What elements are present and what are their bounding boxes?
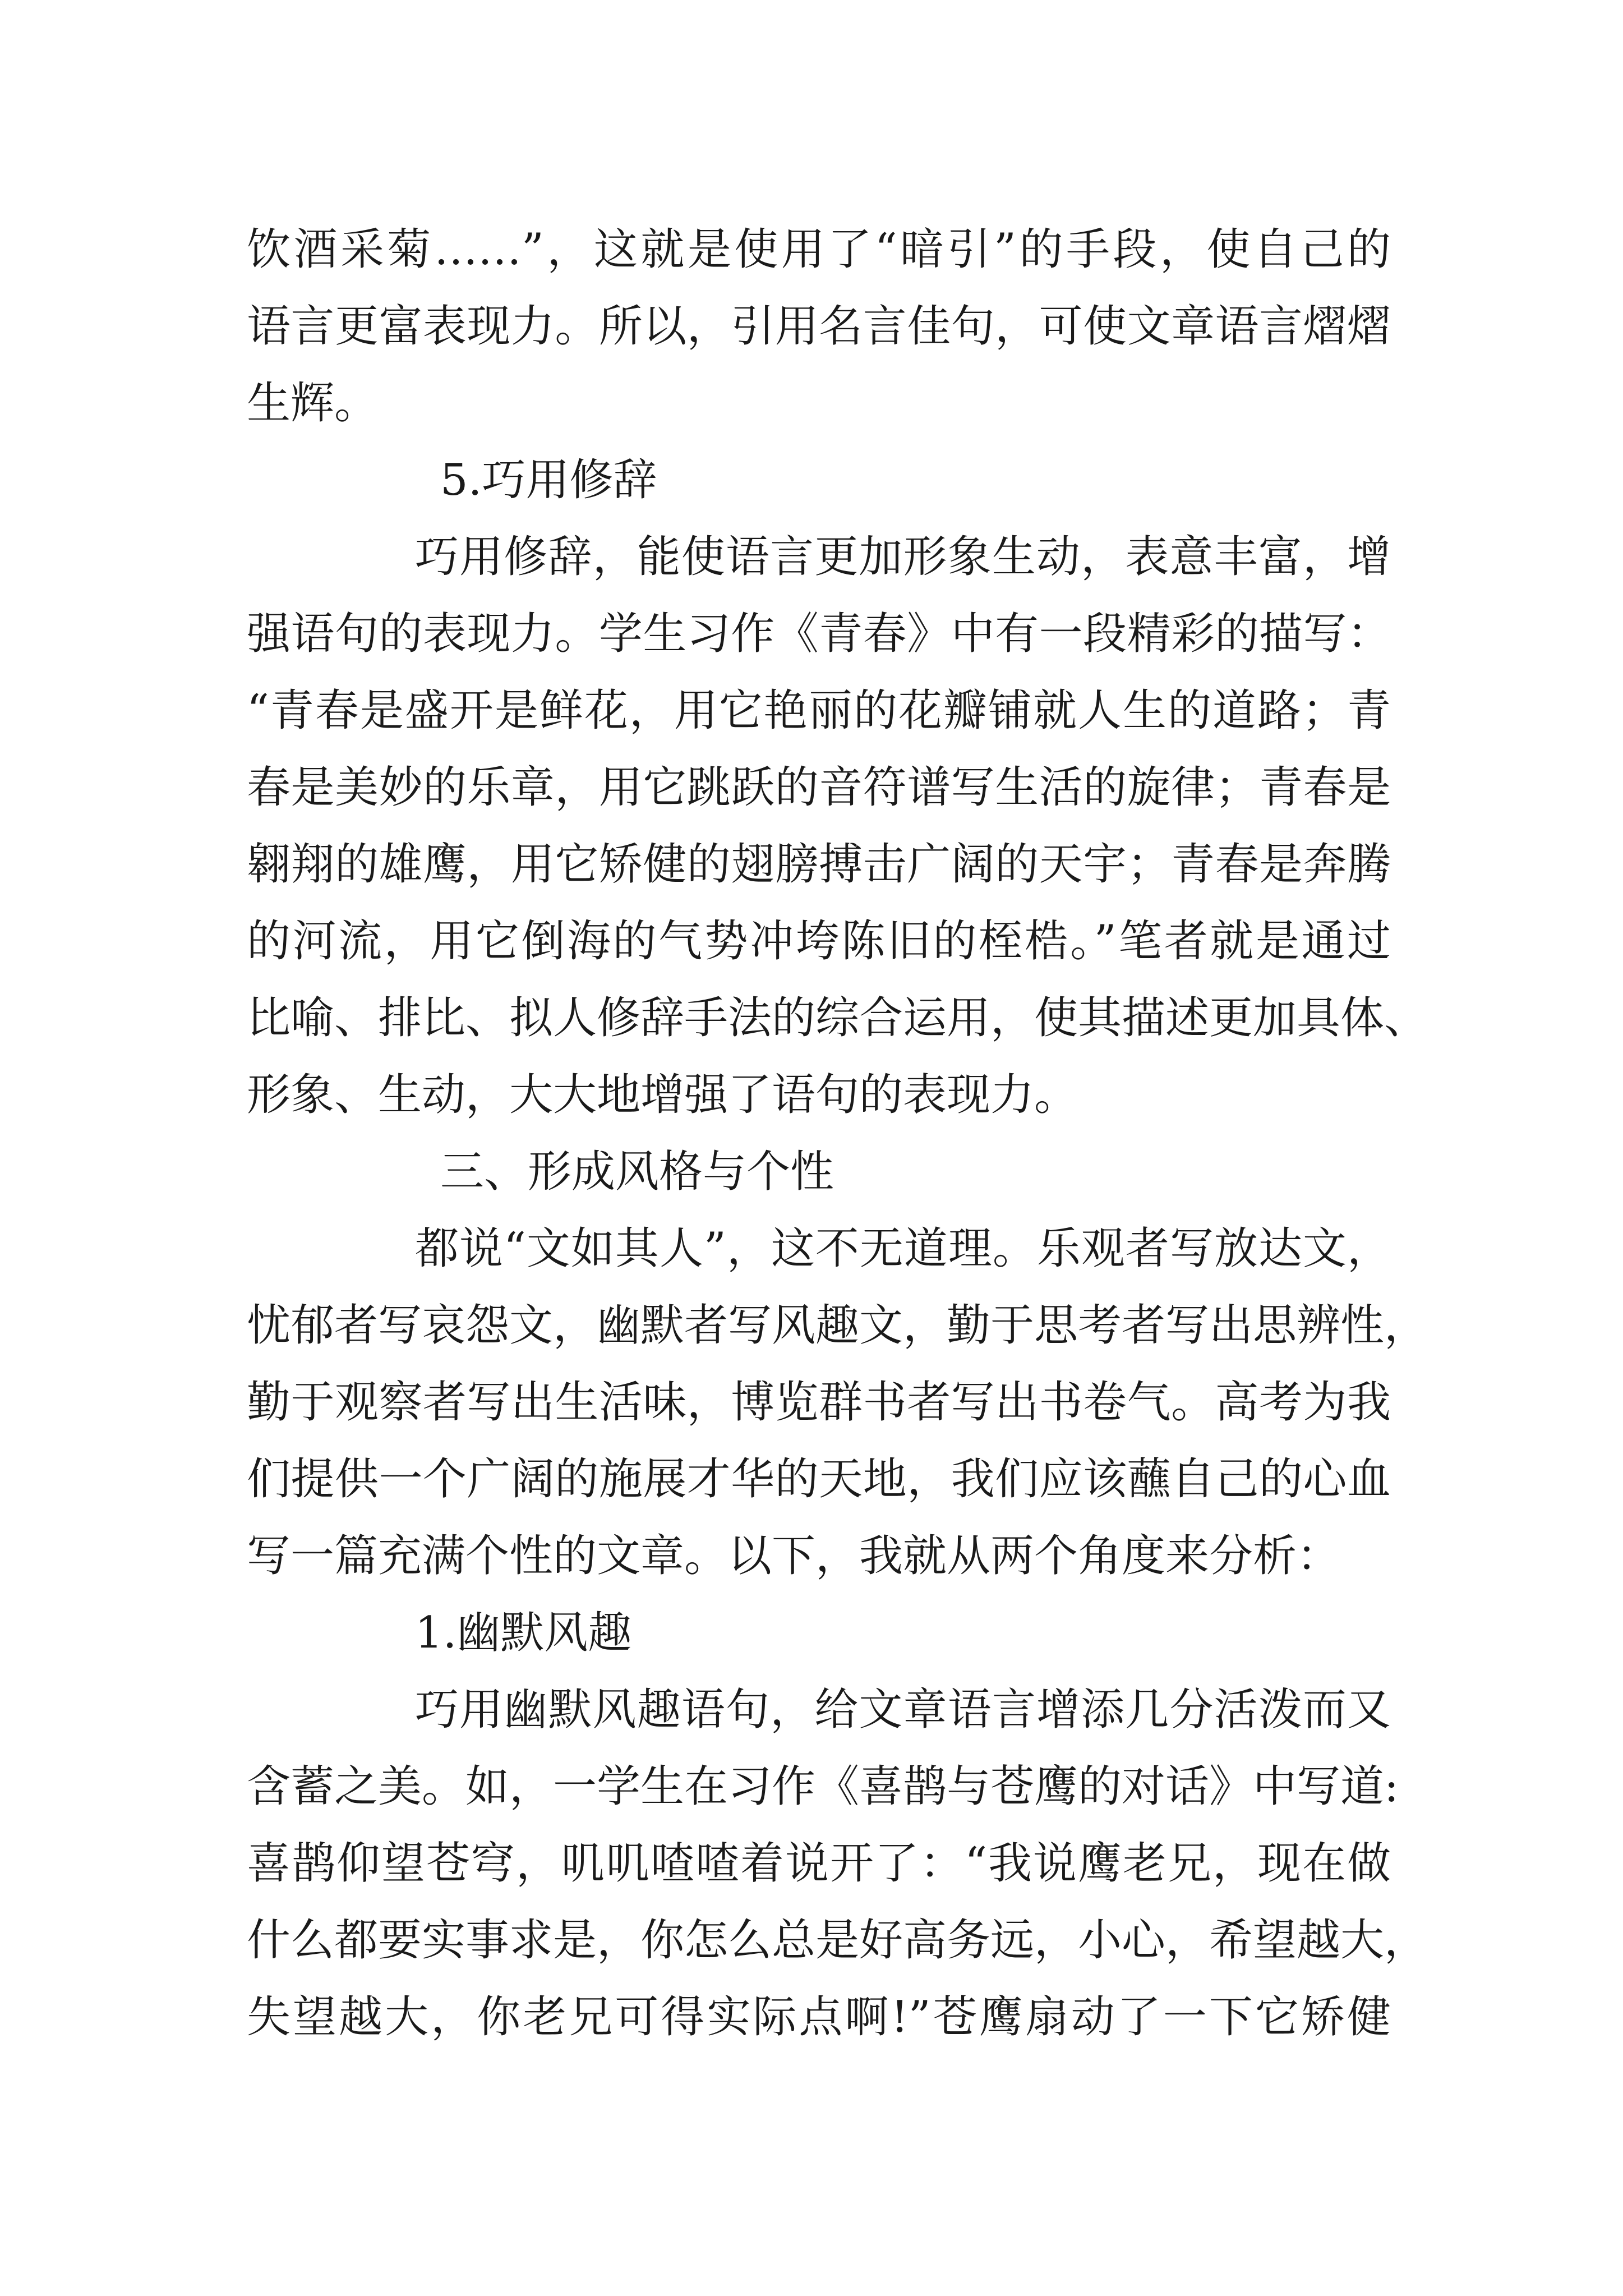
- body-text-line: 的河流，用它倒海的气势冲垮陈旧的桎梏。”笔者就是通过: [247, 916, 1391, 967]
- body-text-line: 强语句的表现力。学生习作《青春》中有一段精彩的描写：: [247, 609, 1391, 659]
- section-heading: 1.幽默风趣: [415, 1608, 632, 1658]
- paragraph-first-line: 巧用幽默风趣语句，给文章语言增添几分活泼而又: [415, 1685, 1391, 1735]
- section-heading: 5.巧用修辞: [440, 455, 657, 505]
- body-text-line: 写一篇充满个性的文章。以下，我就从两个角度来分析：: [247, 1531, 1341, 1581]
- body-text-line: 失望越大，你老兄可得实际点啊!”苍鹰扇动了一下它矫健: [247, 1992, 1391, 2042]
- body-text-line: 生辉。: [247, 378, 379, 429]
- body-text-line: 春是美妙的乐章，用它跳跃的音符谱写生活的旋律；青春是: [247, 762, 1391, 813]
- body-text-line: 什么都要实事求是，你怎么总是好高务远，小心，希望越大，: [247, 1915, 1428, 1966]
- section-heading: 三、形成风格与个性: [440, 1147, 834, 1197]
- body-text-line: 语言更富表现力。所以，引用名言佳句，可使文章语言熠熠: [247, 301, 1391, 352]
- body-text-line: 忧郁者写哀怨文，幽默者写风趣文，勤于思考者写出思辨性，: [247, 1300, 1428, 1351]
- body-text-line: 喜鹊仰望苍穹，叽叽喳喳着说开了：“我说鹰老兄，现在做: [247, 1838, 1391, 1889]
- body-text-line: 翱翔的雄鹰，用它矫健的翅膀搏击广阔的天宇；青春是奔腾: [247, 839, 1391, 890]
- body-text-line: 们提供一个广阔的施展才华的天地，我们应该蘸自己的心血: [247, 1454, 1391, 1504]
- body-text-line: 饮酒采菊……”，这就是使用了“暗引”的手段，使自己的: [247, 224, 1391, 275]
- paragraph-first-line: 巧用修辞，能使语言更加形象生动，表意丰富，增: [415, 532, 1391, 582]
- body-text-line: 勤于观察者写出生活味，博览群书者写出书卷气。高考为我: [247, 1377, 1391, 1428]
- body-text-line: 含蓄之美。如，一学生在习作《喜鹊与苍鹰的对话》中写道:: [247, 1761, 1399, 1812]
- body-text-line: “青春是盛开是鲜花，用它艳丽的花瓣铺就人生的道路；青: [247, 685, 1391, 736]
- body-text-line: 比喻、排比、拟人修辞手法的综合运用，使其描述更加具体、: [247, 993, 1428, 1043]
- paragraph-first-line: 都说“文如其人”，这不无道理。乐观者写放达文，: [415, 1223, 1391, 1274]
- body-text-line: 形象、生动，大大地增强了语句的表现力。: [247, 1070, 1078, 1120]
